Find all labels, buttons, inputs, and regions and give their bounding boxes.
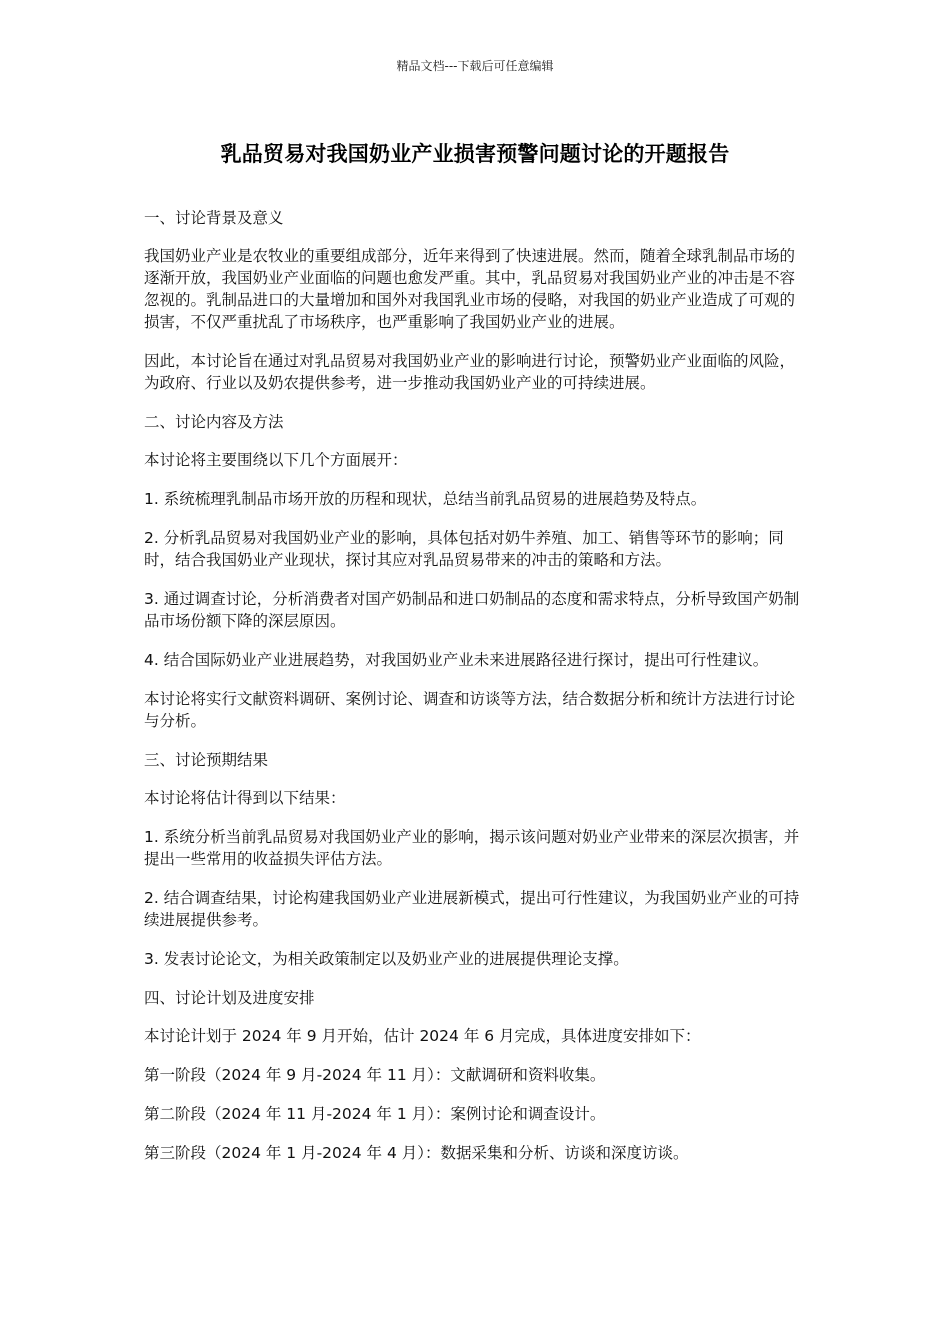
paragraph: 本讨论计划于 2024 年 9 月开始，估计 2024 年 6 月完成，具体进度安排如下： [144,1027,701,1045]
section-heading-schedule: 四、讨论计划及进度安排 [144,989,315,1007]
section-heading-background: 一、讨论背景及意义 [144,209,284,227]
schedule-item: 第二阶段（2024 年 11 月-2024 年 1 月）：案例讨论和调查设计。 [144,1105,606,1123]
paragraph: 本讨论将估计得到以下结果： [144,789,346,807]
list-item: 1. 系统分析当前乳品贸易对我国奶业产业的影响，揭示该问题对奶业产业带来的深层次损害，并提出一些常用的收益损失评估方法。 [144,828,800,868]
paragraph: 本讨论将实行文献资料调研、案例讨论、调查和访谈等方法，结合数据分析和统计方法进行讨论与分析。 [144,690,796,730]
paragraph: 因此，本讨论旨在通过对乳品贸易对我国奶业产业的影响进行讨论，预警奶业产业面临的风险，为政府、行业以及奶农提供参考，进一步推动我国奶业产业的可持续进展。 [144,352,796,392]
list-item: 2. 分析乳品贸易对我国奶业产业的影响，具体包括对奶牛养殖、加工、销售等环节的影响；同时，结合我国奶业产业现状，探讨其应对乳品贸易带来的冲击的策略和方法。 [144,529,784,569]
document-body [144,207,808,1181]
section-heading-content-methods: 二、讨论内容及方法 [144,413,284,431]
list-item: 1. 系统梳理乳制品市场开放的历程和现状，总结当前乳品贸易的进展趋势及特点。 [144,490,707,508]
schedule-item: 第三阶段（2024 年 1 月-2024 年 4 月）：数据采集和分析、访谈和深度访谈。 [144,1144,689,1162]
list-item: 2. 结合调查结果，讨论构建我国奶业产业进展新模式，提出可行性建议，为我国奶业产业的可持续进展提供参考。 [144,889,800,929]
list-item: 3. 通过调查讨论，分析消费者对国产奶制品和进口奶制品的态度和需求特点，分析导致国产奶制品市场份额下降的深层原因。 [144,590,800,630]
paragraph: 本讨论将主要围绕以下几个方面展开： [144,451,408,469]
schedule-item: 第一阶段（2024 年 9 月-2024 年 11 月）：文献调研和资料收集。 [144,1066,606,1084]
list-item: 4. 结合国际奶业产业进展趋势，对我国奶业产业未来进展路径进行探讨，提出可行性建议。 [144,651,769,669]
paragraph: 我国奶业产业是农牧业的重要组成部分，近年来得到了快速进展。然而，随着全球乳制品市场的逐渐开放，我国奶业产业面临的问题也愈发严重。其中，乳品贸易对我国奶业产业的冲击是不容忽视的。乳制品进口的大量增加和国外对我国乳业市场的侵略，对我国的奶业产业造成了可观的损害，不仅严重扰乱了市场秩序，也严重影响了我国奶业产业的进展。 [144,247,796,331]
list-item: 3. 发表讨论论文，为相关政策制定以及奶业产业的进展提供理论支撑。 [144,950,629,968]
document-title: 乳品贸易对我国奶业产业损害预警问题讨论的开题报告 [220,142,730,166]
section-heading-expected-results: 三、讨论预期结果 [144,751,269,769]
header-note: 精品文档---下载后可任意编辑 [396,59,554,73]
